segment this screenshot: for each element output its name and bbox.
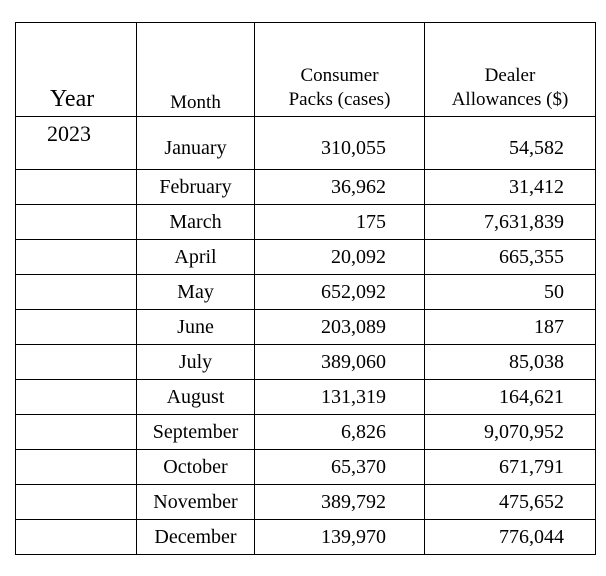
table-row [16,485,596,520]
header-month: Month [137,23,255,117]
table-header-row [16,23,596,117]
consumer-packs-cell: 20,092 [255,240,425,275]
empty-year-cell [16,415,137,450]
consumer-packs-cell: 131,319 [255,380,425,415]
header-consumer-line1: Consumer [300,65,379,86]
empty-year-cell [16,275,137,310]
dealer-allowances-cell: 475,652 [425,485,596,520]
monthly-data-table [15,22,596,555]
empty-year-cell [16,345,137,380]
consumer-packs-cell: 36,962 [255,170,425,205]
empty-year-cell [16,380,137,415]
dealer-allowances-cell: 31,412 [425,170,596,205]
header-consumer-line2: Packs (cases) [288,89,391,110]
consumer-packs-cell: 6,826 [255,415,425,450]
table-row [16,117,596,170]
header-dealer-line2: Allowances ($) [451,89,569,110]
table-row [16,240,596,275]
month-cell: June [137,310,255,345]
consumer-packs-cell: 389,792 [255,485,425,520]
month-cell: September [137,415,255,450]
header-year: Year [16,23,137,117]
header-dealer-line1: Dealer [484,65,536,86]
table-body [16,117,596,555]
dealer-allowances-cell: 776,044 [425,520,596,555]
header-consumer-packs [255,23,425,117]
consumer-packs-cell: 175 [255,205,425,240]
dealer-allowances-cell: 50 [425,275,596,310]
dealer-allowances-cell: 9,070,952 [425,415,596,450]
consumer-packs-cell: 310,055 [255,117,425,170]
empty-year-cell [16,240,137,275]
dealer-allowances-cell: 7,631,839 [425,205,596,240]
empty-year-cell [16,170,137,205]
table-row [16,450,596,485]
dealer-allowances-cell: 671,791 [425,450,596,485]
month-cell: July [137,345,255,380]
empty-year-cell [16,450,137,485]
month-cell: April [137,240,255,275]
empty-year-cell [16,205,137,240]
consumer-packs-cell: 652,092 [255,275,425,310]
month-cell: January [137,117,255,170]
table-row [16,310,596,345]
empty-year-cell [16,520,137,555]
month-cell: May [137,275,255,310]
table-row [16,205,596,240]
month-cell: October [137,450,255,485]
consumer-packs-cell: 389,060 [255,345,425,380]
consumer-packs-cell: 203,089 [255,310,425,345]
dealer-allowances-cell: 164,621 [425,380,596,415]
month-cell: August [137,380,255,415]
table-row [16,275,596,310]
month-cell: November [137,485,255,520]
consumer-packs-cell: 139,970 [255,520,425,555]
table-row [16,170,596,205]
month-cell: March [137,205,255,240]
empty-year-cell [16,485,137,520]
dealer-allowances-cell: 187 [425,310,596,345]
table-row [16,415,596,450]
month-cell: December [137,520,255,555]
dealer-allowances-cell: 665,355 [425,240,596,275]
month-cell: February [137,170,255,205]
empty-year-cell [16,310,137,345]
table-row [16,345,596,380]
table-row [16,520,596,555]
consumer-packs-cell: 65,370 [255,450,425,485]
dealer-allowances-cell: 54,582 [425,117,596,170]
table-row [16,380,596,415]
header-dealer-allowances [425,23,596,117]
dealer-allowances-cell: 85,038 [425,345,596,380]
year-cell: 2023 [16,117,137,170]
